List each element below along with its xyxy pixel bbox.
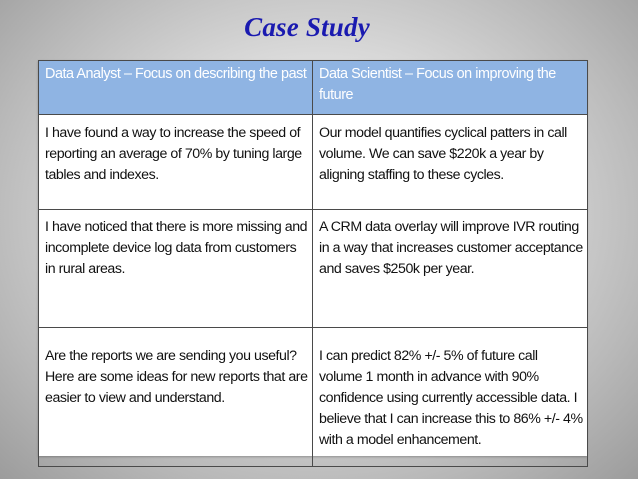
slide-title: Case Study bbox=[244, 12, 370, 42]
comparison-table bbox=[38, 60, 587, 456]
scientist-cell: I can predict 82% +/- 5% of future call volume 1 month in advance with 90% confidence using currently accessible data. I believe that I can increase this to 86% +/- 4% with a model enhancement. bbox=[313, 328, 588, 467]
analyst-cell: I have noticed that there is more missing and incomplete device log data from customers in rural areas. bbox=[39, 210, 313, 328]
header-data-scientist: Data Scientist – Focus on improving the future bbox=[313, 61, 588, 115]
table-row bbox=[39, 115, 588, 210]
scientist-cell: Our model quantifies cyclical patters in call volume. We can save $220k a year by aligning staffing to these cycles. bbox=[313, 115, 588, 210]
analyst-cell: I have found a way to increase the speed of reporting an average of 70% by tuning large tables and indexes. bbox=[39, 115, 313, 210]
table-header-row bbox=[39, 61, 588, 115]
header-data-analyst: Data Analyst – Focus on describing the past bbox=[39, 61, 313, 115]
analyst-cell: Are the reports we are sending you useful? Here are some ideas for new reports that are easier to view and understand. bbox=[39, 328, 313, 467]
scientist-cell: A CRM data overlay will improve IVR routing in a way that increases customer acceptance and saves $250k per year. bbox=[313, 210, 588, 328]
table-row bbox=[39, 210, 588, 328]
table-row bbox=[39, 328, 588, 467]
